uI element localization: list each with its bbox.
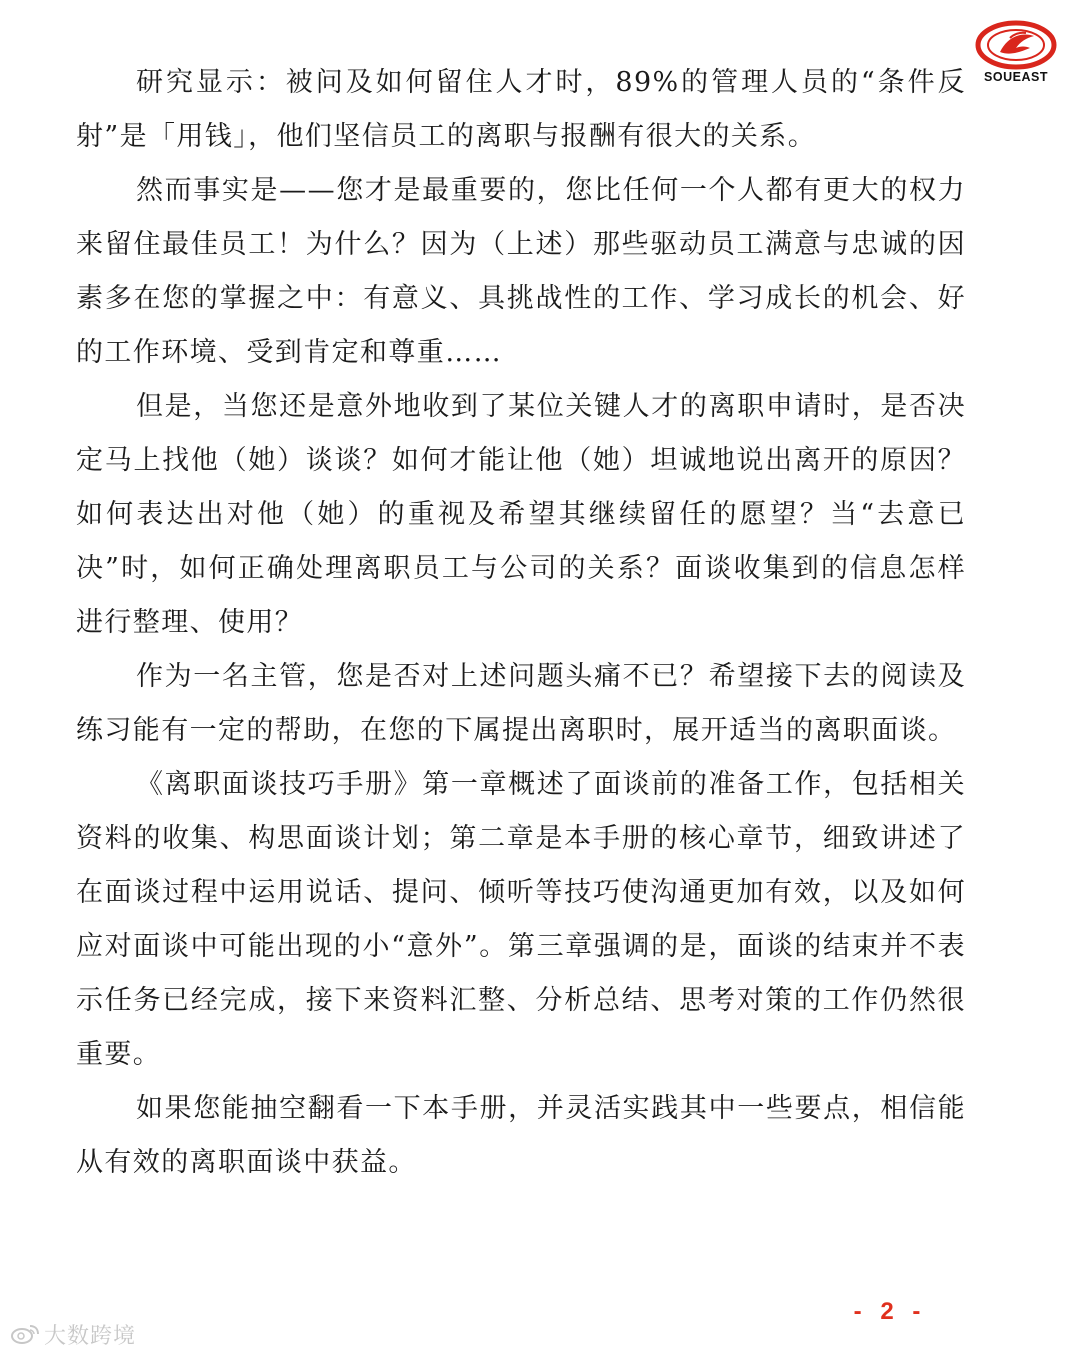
page-number: - 2 - (853, 1298, 927, 1325)
paragraph-conclusion: 如果您能抽空翻看一下本手册，并灵活实践其中一些要点，相信能从有效的离职面谈中获益。 (76, 1093, 966, 1178)
paragraph-manager-power: 然而事实是——您才是最重要的，您比任何一个人都有更大的权力来留住最佳员工！为什么？因为（上述）那些驱动员工满意与忠诚的因素多在您的掌握之中：有意义、具挑战性的工作、学习成长的机会、好的工作环境、受到肯定和尊重…… (76, 175, 966, 368)
watermark-text: 大数跨境 (44, 1323, 137, 1349)
soueast-emblem-icon (970, 18, 1062, 74)
watermark (10, 1318, 136, 1350)
paragraph-resignation-questions: 但是，当您还是意外地收到了某位关键人才的离职申请时，是否决定马上找他（她）谈谈？如何才能让他（她）坦诚地说出离开的原因？如何表达出对他（她）的重视及希望其继续留任的愿望？当“去意已决”时，如何正确处理离职员工与公司的关系？面谈收集到的信息怎样进行整理、使用？ (76, 391, 966, 638)
soueast-logo (970, 18, 1062, 90)
paragraph-research: 研究显示：被问及如何留住人才时，89%的管理人员的“条件反射”是「用钱」，他们坚信员工的离职与报酬有很大的关系。 (76, 67, 966, 152)
weibo-style-logo-icon (10, 1322, 40, 1346)
paragraph-handbook-overview: 《离职面谈技巧手册》第一章概述了面谈前的准备工作，包括相关资料的收集、构思面谈计划；第二章是本手册的核心章节，细致讲述了在面谈过程中运用说话、提问、倾听等技巧使沟通更加有效，以及如何应对面谈中可能出现的小“意外”。第三章强调的是，面谈的结束并不表示任务已经完成，接下来资料汇整、分析总结、思考对策的工作仍然很重要。 (76, 769, 966, 1070)
paragraph-supervisor-help: 作为一名主管，您是否对上述问题头痛不已？希望接下去的阅读及练习能有一定的帮助，在您的下属提出离职时，展开适当的离职面谈。 (76, 661, 966, 746)
document-body (76, 56, 966, 1190)
logo-brand-text: SOUEAST (984, 70, 1048, 84)
